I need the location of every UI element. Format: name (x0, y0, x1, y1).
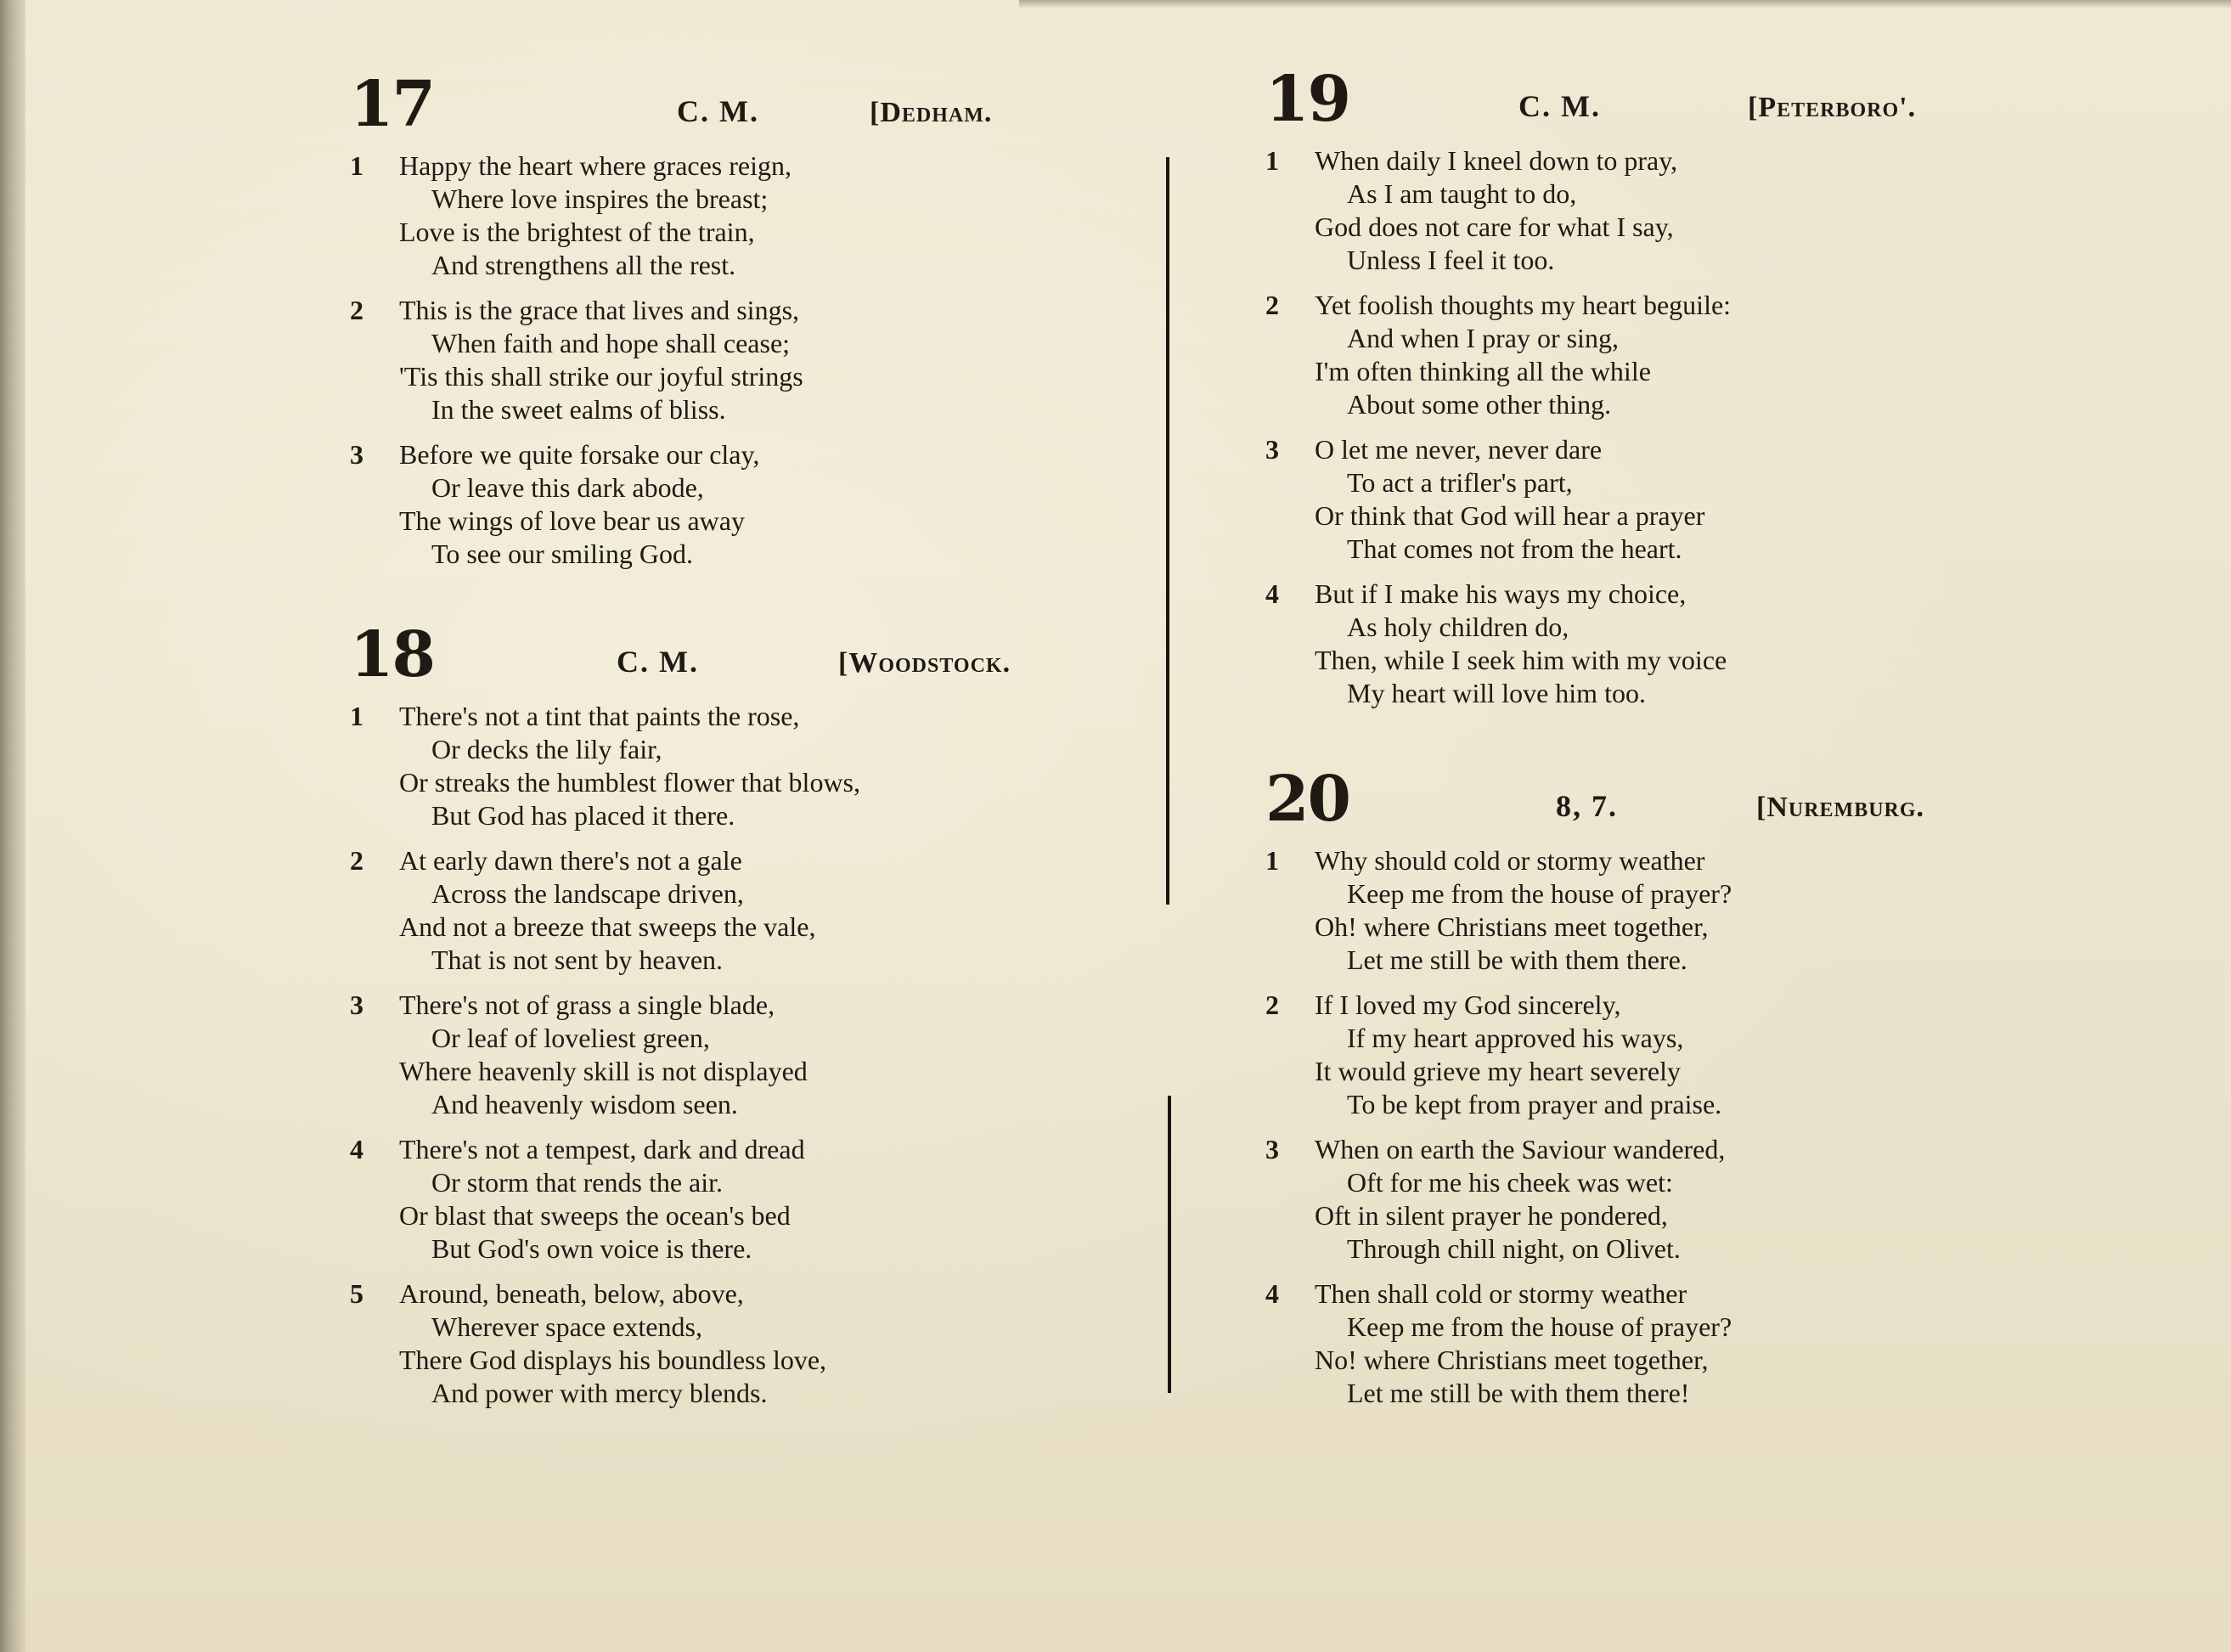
verse-line: There's not a tempest, dark and dread (399, 1134, 805, 1164)
verse-number: 5 (350, 1278, 363, 1309)
verse (1265, 578, 2030, 710)
verse-line: Or leaf of loveliest green, (431, 1023, 710, 1053)
verse-line: Or think that God will hear a prayer (1315, 500, 1705, 531)
verse-number: 3 (350, 990, 363, 1020)
verse-line: When on earth the Saviour wandered, (1315, 1134, 1726, 1164)
verse-number: 4 (1265, 1278, 1279, 1309)
hymn-number: 18 (350, 618, 434, 691)
page-top-edge (1019, 0, 2231, 8)
verse-line: As holy children do, (1347, 612, 1569, 642)
verse-line: If my heart approved his ways, (1347, 1023, 1684, 1053)
verse-line: And when I pray or sing, (1347, 323, 1619, 353)
verse-line: When daily I kneel down to pray, (1315, 145, 1678, 176)
verse-line: And not a breeze that sweeps the vale, (399, 911, 816, 942)
hymn-tune: [Nuremburg. (1756, 792, 1925, 823)
verse (1265, 289, 2030, 421)
verse-line: About some other thing. (1347, 389, 1612, 420)
verse (1265, 1133, 2030, 1266)
verse-line: Where heavenly skill is not displayed (399, 1056, 808, 1086)
verse (1265, 844, 2030, 977)
hymn-tune: [Peterboro'. (1748, 92, 1917, 123)
verse-line: As I am taught to do, (1347, 178, 1577, 209)
verse-number: 2 (1265, 990, 1279, 1020)
hymn-header (350, 620, 1114, 691)
verse-number: 2 (350, 845, 363, 876)
verse-line: Let me still be with them there. (1347, 944, 1687, 975)
verse (350, 1133, 1114, 1266)
verse-line: Oft in silent prayer he pondered, (1315, 1200, 1668, 1231)
verse-number: 1 (350, 701, 363, 731)
verse-line: Love is the brightest of the train, (399, 217, 755, 247)
verse-line: O let me never, never dare (1315, 434, 1603, 465)
verse-line: Through chill night, on Olivet. (1347, 1233, 1681, 1264)
verse-line: To see our smiling God. (431, 538, 693, 569)
verse-line: Or blast that sweeps the ocean's bed (399, 1200, 791, 1231)
hymn-number: 19 (1265, 63, 1349, 136)
verse-line: The wings of love bear us away (399, 505, 745, 536)
verse-line: That comes not from the heart. (1347, 533, 1682, 564)
hymn-verses (350, 149, 1114, 571)
verse-line: Why should cold or stormy weather (1315, 845, 1705, 876)
hymn-17 (350, 70, 1114, 583)
hymn-number: 17 (350, 68, 434, 141)
verse-line: Before we quite forsake our clay, (399, 439, 760, 470)
verse-line: If I loved my God sincerely, (1315, 990, 1621, 1020)
verse (1265, 433, 2030, 566)
verse-number: 4 (1265, 578, 1279, 609)
verse-line: God does not care for what I say, (1315, 211, 1674, 242)
verse-line: Across the landscape driven, (431, 878, 744, 909)
verse-line: Keep me from the house of prayer? (1347, 878, 1732, 909)
verse-line: To be kept from prayer and praise. (1347, 1089, 1722, 1119)
verse-line: When faith and hope shall cease; (431, 328, 791, 358)
verse-line: I'm often thinking all the while (1315, 356, 1651, 386)
verse-line: Or leave this dark abode, (431, 472, 704, 503)
verse-line: Unless I feel it too. (1347, 245, 1555, 275)
verse-number: 3 (350, 439, 363, 470)
verse (350, 294, 1114, 426)
verse-number: 1 (1265, 145, 1279, 176)
verse-line: In the sweet ealms of bliss. (431, 394, 726, 425)
verse (350, 1277, 1114, 1410)
verse-line: It would grieve my heart severely (1315, 1056, 1681, 1086)
hymn-meter: C. M. (677, 94, 759, 128)
hymn-tune: [Woodstock. (838, 647, 1011, 679)
verse (350, 989, 1114, 1121)
verse-line: There God displays his boundless love, (399, 1345, 827, 1375)
hymn-19 (1265, 65, 2030, 722)
verse-line: No! where Christians meet together, (1315, 1345, 1709, 1375)
column-rule-lower (1168, 1096, 1171, 1393)
verse-line: And heavenly wisdom seen. (431, 1089, 738, 1119)
verse-number: 3 (1265, 1134, 1279, 1164)
verse-line: That is not sent by heaven. (431, 944, 724, 975)
verse-number: 2 (350, 295, 363, 325)
verse-line: To act a trifler's part, (1347, 467, 1573, 498)
verse-number: 1 (1265, 845, 1279, 876)
verse-line: Happy the heart where graces reign, (399, 150, 792, 181)
column-rule-upper (1166, 157, 1169, 905)
verse (1265, 989, 2030, 1121)
verse-line: Let me still be with them there! (1347, 1378, 1690, 1408)
hymn-verses (1265, 844, 2030, 1410)
hymn-number: 20 (1265, 763, 1349, 836)
binding-edge (0, 0, 25, 1652)
hymn-meter: C. M. (617, 645, 699, 679)
verse-line: Yet foolish thoughts my heart beguile: (1315, 290, 1732, 320)
verse-line: Oft for me his cheek was wet: (1347, 1167, 1673, 1198)
verse-line: But God has placed it there. (431, 800, 735, 831)
verse-line: 'Tis this shall strike our joyful strings (399, 361, 803, 392)
verse-line: This is the grace that lives and sings, (399, 295, 800, 325)
verse-line: At early dawn there's not a gale (399, 845, 742, 876)
hymn-meter: 8, 7. (1556, 789, 1618, 823)
verse-number: 2 (1265, 290, 1279, 320)
verse-line: Wherever space extends, (431, 1311, 702, 1342)
verse-number: 3 (1265, 434, 1279, 465)
hymn-tune: [Dedham. (870, 97, 993, 128)
verse-line: Oh! where Christians meet together, (1315, 911, 1709, 942)
verse-number: 4 (350, 1134, 363, 1164)
verse-line: There's not of grass a single blade, (399, 990, 775, 1020)
hymn-verses (1265, 144, 2030, 710)
verse-line: Or streaks the humblest flower that blows, (399, 767, 860, 798)
verse-line: Then shall cold or stormy weather (1315, 1278, 1687, 1309)
verse-line: Or storm that rends the air. (431, 1167, 724, 1198)
verse-line: And strengthens all the rest. (431, 250, 736, 280)
verse-line: Where love inspires the breast; (431, 183, 769, 214)
hymn-18 (350, 620, 1114, 1422)
verse (1265, 1277, 2030, 1410)
verse (350, 700, 1114, 832)
verse (350, 844, 1114, 977)
hymn-verses (350, 700, 1114, 1410)
verse-line: But if I make his ways my choice, (1315, 578, 1687, 609)
verse (350, 438, 1114, 571)
hymn-header (1265, 764, 2030, 836)
hymn-header (1265, 65, 2030, 136)
verse-line: Around, beneath, below, above, (399, 1278, 744, 1309)
verse-number: 1 (350, 150, 363, 181)
verse-line: Or decks the lily fair, (431, 734, 662, 764)
verse-line: My heart will love him too. (1347, 678, 1646, 708)
verse-line: There's not a tint that paints the rose, (399, 701, 800, 731)
verse-line: But God's own voice is there. (431, 1233, 752, 1264)
verse (350, 149, 1114, 282)
hymn-20 (1265, 764, 2030, 1422)
verse-line: And power with mercy blends. (431, 1378, 768, 1408)
hymn-meter: C. M. (1518, 89, 1601, 123)
verse-line: Keep me from the house of prayer? (1347, 1311, 1732, 1342)
hymn-header (350, 70, 1114, 141)
verse (1265, 144, 2030, 277)
verse-line: Then, while I seek him with my voice (1315, 645, 1727, 675)
